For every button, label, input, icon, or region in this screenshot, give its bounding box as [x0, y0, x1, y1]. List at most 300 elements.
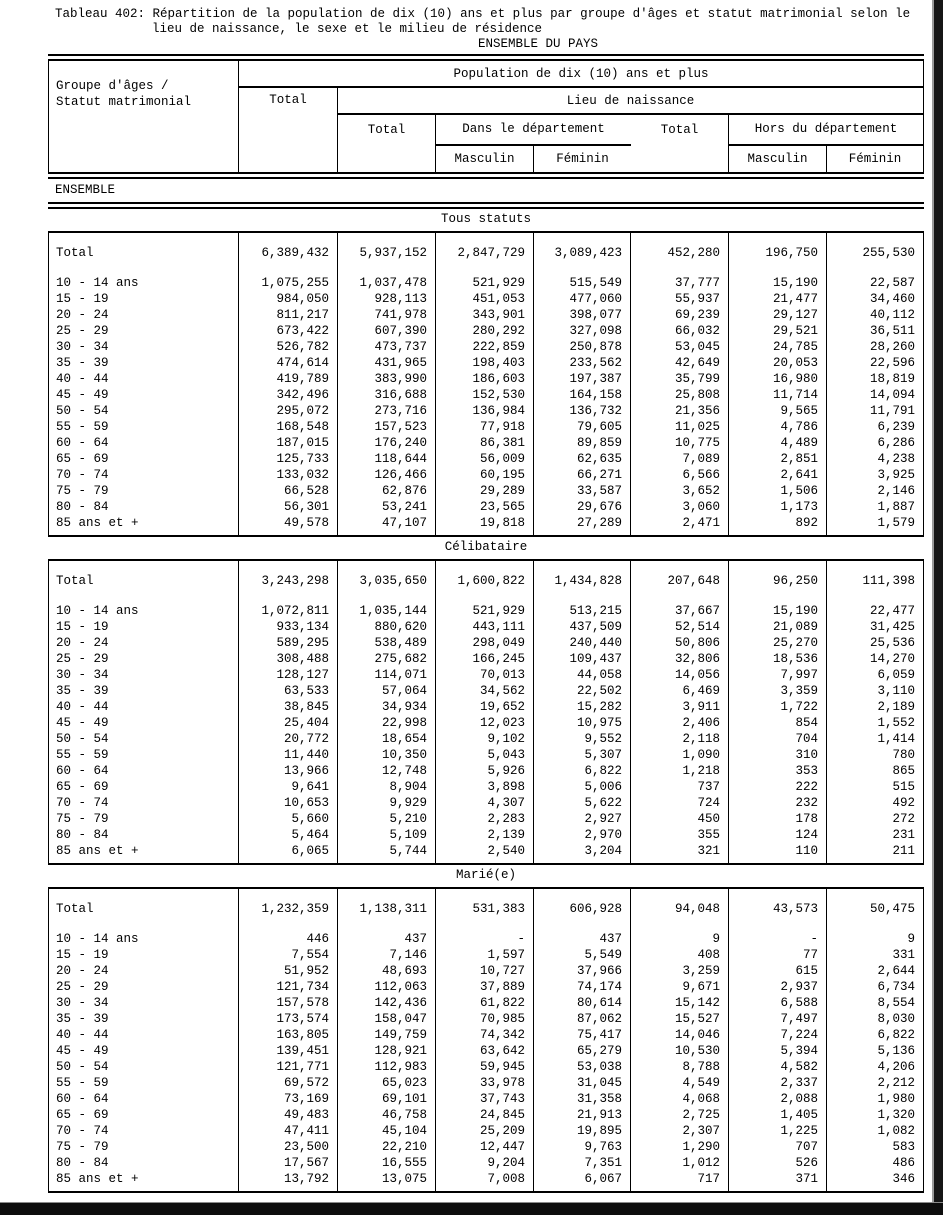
table-title-line3: ENSEMBLE DU PAYS: [478, 37, 599, 51]
cell-value: 49,483: [239, 1107, 338, 1123]
cell-value: 168,548: [239, 419, 338, 435]
cell-value: 6,067: [534, 1171, 631, 1187]
cell-value: 121,771: [239, 1059, 338, 1075]
cell-value: 6,469: [631, 683, 729, 699]
spacer-cell: [631, 531, 729, 535]
row-label: 65 - 69: [49, 779, 239, 795]
row-label-header-line2: Statut matrimonial: [56, 95, 192, 109]
spacer-cell: [436, 589, 534, 603]
cell-value: 9,565: [729, 403, 827, 419]
cell-value: 446: [239, 931, 338, 947]
cell-value: 43,573: [729, 901, 827, 917]
page-content: [48, 0, 924, 1193]
cell-value: 52,514: [631, 619, 729, 635]
cell-value: 69,572: [239, 1075, 338, 1091]
cell-value: 2,725: [631, 1107, 729, 1123]
row-label: 15 - 19: [49, 619, 239, 635]
cell-value: 196,750: [729, 245, 827, 261]
spacer-cell: [436, 531, 534, 535]
cell-value: 5,744: [338, 843, 436, 859]
cell-value: 9: [631, 931, 729, 947]
cell-value: 526: [729, 1155, 827, 1171]
spacer-cell: [436, 233, 534, 245]
spacer-cell: [338, 1187, 436, 1191]
cell-value: 5,937,152: [338, 245, 436, 261]
cell-value: 5,006: [534, 779, 631, 795]
cell-value: 74,342: [436, 1027, 534, 1043]
cell-value: 371: [729, 1171, 827, 1187]
spacer-cell: [239, 261, 338, 275]
spacer-cell: [729, 589, 827, 603]
cell-value: 29,127: [729, 307, 827, 323]
cell-value: 13,792: [239, 1171, 338, 1187]
spacer-cell: [827, 531, 923, 535]
cell-value: 178: [729, 811, 827, 827]
cell-value: 1,414: [877, 732, 915, 746]
spacer-cell: [239, 1187, 338, 1191]
col-header-row-label: [49, 61, 239, 172]
cell-value: 77,918: [436, 419, 534, 435]
cell-value: 176,240: [338, 435, 436, 451]
section-title-band: Tous statuts: [48, 209, 924, 233]
cell-value: 37,777: [631, 275, 729, 291]
cell-value: 19,895: [534, 1123, 631, 1139]
col-header-dans-departement: Dans le département: [436, 115, 631, 146]
cell-value: 20,772: [239, 731, 338, 747]
cell-value: 211: [892, 844, 915, 858]
cell-value: 63,533: [239, 683, 338, 699]
cell-value: 7,089: [631, 451, 729, 467]
cell-value: 128,921: [338, 1043, 436, 1059]
row-label: 70 - 74: [49, 795, 239, 811]
cell-value: 60,195: [436, 467, 534, 483]
row-label: 60 - 64: [49, 763, 239, 779]
cell-value: 1,405: [729, 1107, 827, 1123]
cell-value: 37,667: [631, 603, 729, 619]
cell-value: 87,062: [534, 1011, 631, 1027]
cell-value: 1,980: [877, 1092, 915, 1106]
cell-value: 343,901: [436, 307, 534, 323]
cell-value: 62,876: [338, 483, 436, 499]
spacer-cell: [729, 261, 827, 275]
spacer-cell: [239, 889, 338, 901]
row-label: 80 - 84: [49, 1155, 239, 1171]
cell-value: 74,174: [534, 979, 631, 995]
cell-value: 18,536: [729, 651, 827, 667]
cell-value: 142,436: [338, 995, 436, 1011]
cell-value: 607,390: [338, 323, 436, 339]
cell-value: 47,107: [338, 515, 436, 531]
cell-value: 615: [729, 963, 827, 979]
cell-value: 3,259: [631, 963, 729, 979]
spacer-cell: [534, 1187, 631, 1191]
cell-value: 5,464: [239, 827, 338, 843]
cell-value: 38,845: [239, 699, 338, 715]
cell-value: 21,913: [534, 1107, 631, 1123]
cell-value: 112,063: [338, 979, 436, 995]
spacer-cell: [534, 561, 631, 573]
cell-value: 7,554: [239, 947, 338, 963]
cell-value: 36,511: [869, 324, 915, 338]
cell-value: 3,898: [436, 779, 534, 795]
col-header-total-lieu: Total: [338, 115, 436, 172]
row-label: 70 - 74: [49, 467, 239, 483]
cell-value: 1,035,144: [338, 603, 436, 619]
cell-value: 5,549: [534, 947, 631, 963]
spacer-cell: [729, 889, 827, 901]
spacer-cell: [631, 589, 729, 603]
cell-value: 46,758: [338, 1107, 436, 1123]
row-label: 35 - 39: [49, 683, 239, 699]
cell-value: 1,232,359: [239, 901, 338, 917]
cell-value: 9,671: [631, 979, 729, 995]
cell-value: 9,641: [239, 779, 338, 795]
cell-value: 44,058: [534, 667, 631, 683]
cell-value: 2,337: [729, 1075, 827, 1091]
cell-value: 12,447: [436, 1139, 534, 1155]
cell-value: 1,434,828: [534, 573, 631, 589]
cell-value: 65,279: [534, 1043, 631, 1059]
cell-value: 222,859: [436, 339, 534, 355]
cell-value: 272: [892, 812, 915, 826]
row-label: 55 - 59: [49, 419, 239, 435]
sections-container: [48, 209, 924, 1193]
cell-value: 5,210: [338, 811, 436, 827]
section-title-band: Marié(e): [48, 865, 924, 889]
row-label: 20 - 24: [49, 635, 239, 651]
spacer-cell: [729, 859, 827, 863]
cell-value: 6,822: [534, 763, 631, 779]
row-label: Total: [49, 573, 239, 589]
cell-value: 89,859: [534, 435, 631, 451]
cell-value: 450: [631, 811, 729, 827]
spacer-cell: [729, 233, 827, 245]
cell-value: 14,056: [631, 667, 729, 683]
cell-value: 124: [729, 827, 827, 843]
cell-value: 33,978: [436, 1075, 534, 1091]
cell-value: 12,023: [436, 715, 534, 731]
cell-value: 1,037,478: [338, 275, 436, 291]
cell-value: 707: [729, 1139, 827, 1155]
cell-value: 70,013: [436, 667, 534, 683]
cell-value: 33,587: [534, 483, 631, 499]
spacer-cell: [729, 917, 827, 931]
cell-value: 233,562: [534, 355, 631, 371]
cell-value: 240,440: [534, 635, 631, 651]
row-label: 40 - 44: [49, 699, 239, 715]
row-label: 75 - 79: [49, 811, 239, 827]
spacer-cell: [729, 1187, 827, 1191]
cell-value: 437,509: [534, 619, 631, 635]
cell-value: 10,350: [338, 747, 436, 763]
cell-value: 152,530: [436, 387, 534, 403]
col-header-masculin-dans: Masculin: [436, 146, 534, 172]
cell-value: 3,089,423: [534, 245, 631, 261]
cell-value: 112,983: [338, 1059, 436, 1075]
cell-value: 29,289: [436, 483, 534, 499]
cell-value: 408: [631, 947, 729, 963]
cell-value: 477,060: [534, 291, 631, 307]
spacer-cell: [827, 261, 923, 275]
cell-value: 69,101: [338, 1091, 436, 1107]
cell-value: 1,012: [631, 1155, 729, 1171]
spacer-cell: [338, 889, 436, 901]
cell-value: 114,071: [338, 667, 436, 683]
section-title-band: Célibataire: [48, 537, 924, 561]
cell-value: 53,241: [338, 499, 436, 515]
cell-value: 1,597: [436, 947, 534, 963]
spacer-cell: [827, 233, 923, 245]
cell-value: 280,292: [436, 323, 534, 339]
cell-value: 2,851: [729, 451, 827, 467]
cell-value: 8,788: [631, 1059, 729, 1075]
cell-value: 25,209: [436, 1123, 534, 1139]
cell-value: 4,489: [729, 435, 827, 451]
cell-value: 5,622: [534, 795, 631, 811]
cell-value: 222: [729, 779, 827, 795]
cell-value: 4,549: [631, 1075, 729, 1091]
spacer-cell: [49, 859, 239, 863]
spacer-cell: [534, 261, 631, 275]
cell-value: 486: [892, 1156, 915, 1170]
cell-value: 474,614: [239, 355, 338, 371]
cell-value: 15,190: [729, 603, 827, 619]
spacer-cell: [534, 859, 631, 863]
cell-value: 14,270: [869, 652, 915, 666]
spacer-cell: [827, 561, 923, 573]
spacer-cell: [436, 561, 534, 573]
cell-value: 23,565: [436, 499, 534, 515]
cell-value: 21,477: [729, 291, 827, 307]
cell-value: 2,540: [436, 843, 534, 859]
cell-value: 16,555: [338, 1155, 436, 1171]
cell-value: 7,224: [729, 1027, 827, 1043]
cell-value: 34,562: [436, 683, 534, 699]
cell-value: 12,748: [338, 763, 436, 779]
spacer-cell: [49, 531, 239, 535]
cell-value: 53,045: [631, 339, 729, 355]
cell-value: 865: [892, 764, 915, 778]
cell-value: 4,068: [631, 1091, 729, 1107]
cell-value: 6,566: [631, 467, 729, 483]
row-label-header-line1: Groupe d'âges /: [56, 79, 169, 93]
cell-value: 9,929: [338, 795, 436, 811]
cell-value: 780: [892, 748, 915, 762]
cell-value: 25,404: [239, 715, 338, 731]
cell-value: 443,111: [436, 619, 534, 635]
cell-value: 5,660: [239, 811, 338, 827]
row-label: 20 - 24: [49, 963, 239, 979]
cell-value: 56,009: [436, 451, 534, 467]
cell-value: 73,169: [239, 1091, 338, 1107]
spacer-cell: [436, 859, 534, 863]
col-header-population: Population de dix (10) ans et plus: [239, 61, 923, 88]
cell-value: 673,422: [239, 323, 338, 339]
cell-value: 4,206: [877, 1060, 915, 1074]
row-label: 25 - 29: [49, 323, 239, 339]
spacer-cell: [631, 1187, 729, 1191]
spacer-cell: [338, 917, 436, 931]
col-header-feminin-hors: Féminin: [848, 152, 902, 166]
row-label: 30 - 34: [49, 667, 239, 683]
cell-value: 1,320: [877, 1108, 915, 1122]
table-header: [48, 61, 924, 172]
cell-value: 186,603: [436, 371, 534, 387]
spacer-cell: [338, 233, 436, 245]
cell-value: 27,289: [534, 515, 631, 531]
cell-value: 66,528: [239, 483, 338, 499]
cell-value: 310: [729, 747, 827, 763]
col-header-feminin-dans: Féminin: [556, 152, 609, 166]
cell-value: 17,567: [239, 1155, 338, 1171]
cell-value: 66,032: [631, 323, 729, 339]
cell-value: 31,425: [869, 620, 915, 634]
cell-value: 4,786: [729, 419, 827, 435]
cell-value: 6,822: [877, 1028, 915, 1042]
cell-value: 166,245: [436, 651, 534, 667]
spacer-cell: [436, 917, 534, 931]
cell-value: 5,043: [436, 747, 534, 763]
spacer-cell: [827, 589, 923, 603]
col-header-total-hors: Total: [631, 115, 729, 172]
cell-value: 526,782: [239, 339, 338, 355]
cell-value: 933,134: [239, 619, 338, 635]
cell-value: 15,527: [631, 1011, 729, 1027]
cell-value: 383,990: [338, 371, 436, 387]
double-rule-top: [48, 54, 924, 61]
cell-value: 6,065: [239, 843, 338, 859]
cell-value: 1,218: [631, 763, 729, 779]
cell-value: 37,966: [534, 963, 631, 979]
spacer-cell: [729, 561, 827, 573]
cell-value: 2,937: [729, 979, 827, 995]
cell-value: 157,523: [338, 419, 436, 435]
row-label: 10 - 14 ans: [49, 931, 239, 947]
cell-value: 8,554: [877, 996, 915, 1010]
spacer-cell: [631, 233, 729, 245]
cell-value: 250,878: [534, 339, 631, 355]
cell-value: 2,118: [631, 731, 729, 747]
cell-value: 57,064: [338, 683, 436, 699]
spacer-cell: [49, 233, 239, 245]
row-label: 55 - 59: [49, 747, 239, 763]
cell-value: 14,094: [869, 388, 915, 402]
cell-value: 11,025: [631, 419, 729, 435]
cell-value: 37,889: [436, 979, 534, 995]
cell-value: 23,500: [239, 1139, 338, 1155]
cell-value: 437: [338, 931, 436, 947]
cell-value: 2,189: [877, 700, 915, 714]
cell-value: 321: [631, 843, 729, 859]
cell-value: 15,190: [729, 275, 827, 291]
cell-value: 1,075,255: [239, 275, 338, 291]
cell-value: 197,387: [534, 371, 631, 387]
cell-value: 109,437: [534, 651, 631, 667]
cell-value: 437: [534, 931, 631, 947]
row-label: 50 - 54: [49, 731, 239, 747]
cell-value: 35,799: [631, 371, 729, 387]
cell-value: 125,733: [239, 451, 338, 467]
cell-value: 29,521: [729, 323, 827, 339]
cell-value: 14,046: [631, 1027, 729, 1043]
cell-value: 451,053: [436, 291, 534, 307]
cell-value: 10,530: [631, 1043, 729, 1059]
cell-value: 66,271: [534, 467, 631, 483]
spacer-cell: [729, 531, 827, 535]
cell-value: 255,530: [862, 246, 915, 260]
row-label: 10 - 14 ans: [49, 275, 239, 291]
cell-value: 42,649: [631, 355, 729, 371]
cell-value: 1,506: [729, 483, 827, 499]
cell-value: 5,307: [534, 747, 631, 763]
cell-value: 29,676: [534, 499, 631, 515]
cell-value: 86,381: [436, 435, 534, 451]
cell-value: 45,104: [338, 1123, 436, 1139]
cell-value: 3,652: [631, 483, 729, 499]
cell-value: 2,307: [631, 1123, 729, 1139]
cell-value: 724: [631, 795, 729, 811]
cell-value: 295,072: [239, 403, 338, 419]
cell-value: 6,734: [877, 980, 915, 994]
cell-value: 187,015: [239, 435, 338, 451]
cell-value: 94,048: [631, 901, 729, 917]
cell-value: 2,212: [877, 1076, 915, 1090]
cell-value: 22,477: [869, 604, 915, 618]
cell-value: 22,998: [338, 715, 436, 731]
cell-value: 163,805: [239, 1027, 338, 1043]
cell-value: 1,552: [877, 716, 915, 730]
row-label: 70 - 74: [49, 1123, 239, 1139]
cell-value: 9: [907, 932, 915, 946]
cell-value: 25,270: [729, 635, 827, 651]
cell-value: 47,411: [239, 1123, 338, 1139]
cell-value: 50,806: [631, 635, 729, 651]
section-data-block: [48, 233, 924, 537]
cell-value: 133,032: [239, 467, 338, 483]
cell-value: 70,985: [436, 1011, 534, 1027]
spacer-cell: [631, 261, 729, 275]
cell-value: 515,549: [534, 275, 631, 291]
row-label: 85 ans et +: [49, 843, 239, 859]
cell-value: 7,351: [534, 1155, 631, 1171]
cell-value: 13,966: [239, 763, 338, 779]
cell-value: 10,727: [436, 963, 534, 979]
row-label: 30 - 34: [49, 339, 239, 355]
cell-value: 741,978: [338, 307, 436, 323]
cell-value: 3,925: [877, 468, 915, 482]
cell-value: 139,451: [239, 1043, 338, 1059]
spacer-cell: [436, 261, 534, 275]
col-header-hors-departement: Hors du département: [729, 115, 923, 146]
cell-value: 273,716: [338, 403, 436, 419]
cell-value: 3,110: [877, 684, 915, 698]
cell-value: 3,204: [534, 843, 631, 859]
spacer-cell: [827, 889, 923, 901]
cell-value: 3,359: [729, 683, 827, 699]
cell-value: 173,574: [239, 1011, 338, 1027]
cell-value: 316,688: [338, 387, 436, 403]
cell-value: 8,030: [877, 1012, 915, 1026]
cell-value: 157,578: [239, 995, 338, 1011]
group-label-ensemble: ENSEMBLE: [55, 183, 116, 197]
cell-value: 7,997: [729, 667, 827, 683]
row-label: 50 - 54: [49, 403, 239, 419]
cell-value: 32,806: [631, 651, 729, 667]
cell-value: 431,965: [338, 355, 436, 371]
cell-value: 25,536: [869, 636, 915, 650]
table-title-line2: lieu de naissance, le sexe et le milieu de résidence: [152, 22, 543, 36]
cell-value: 25,808: [631, 387, 729, 403]
